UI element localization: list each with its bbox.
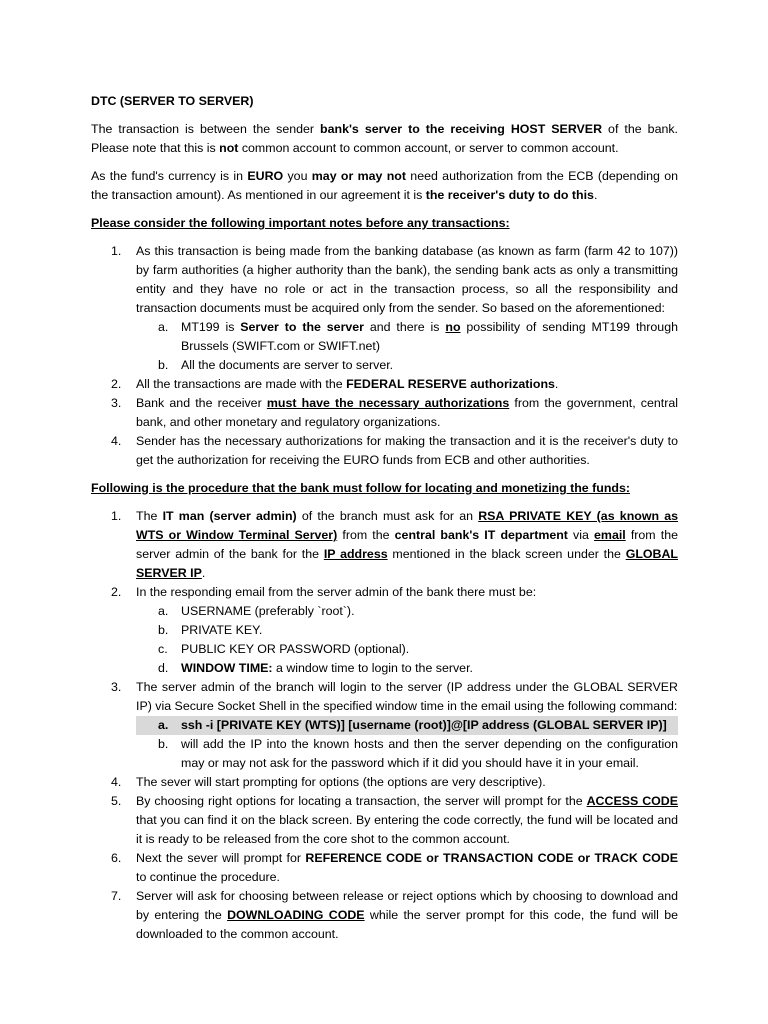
sub-list-item (136, 621, 678, 640)
sub-list-letter: b. (158, 358, 169, 372)
text-run: mentioned in the black screen under the (387, 547, 626, 561)
list-number: 7. (111, 889, 122, 903)
list-item (91, 583, 678, 678)
currency-paragraph (91, 167, 678, 205)
sub-list-item (136, 318, 678, 356)
notes-list (91, 242, 678, 470)
sub-list-item (136, 659, 678, 678)
text-run: MT199 is (181, 320, 241, 334)
text-run-bold: central bank's IT department (394, 528, 568, 542)
text-run: from the server admin of the bank for the (136, 528, 678, 561)
list-item-text: As this transaction is being made from the banking database (as known as farm (farm 42 to 107)) by farm authorities (a higher authority than the bank), the sending bank acts as only a transmitting entity and they have no role or act in the transaction process, so all the responsibility and transaction documents must be acquired only from the sender. So based on the aforementioned: (136, 244, 678, 315)
text-run-bold-underline: ACCESS CODE (586, 794, 678, 808)
list-item (91, 375, 678, 394)
list-item (91, 242, 678, 375)
text-run-bold: FEDERAL RESERVE authorizations (346, 377, 555, 391)
text-run: of the branch must ask for an (296, 509, 479, 523)
list-item (91, 394, 678, 432)
list-number: 5. (111, 794, 122, 808)
list-item (91, 849, 678, 887)
text-run-underline: email (594, 528, 626, 542)
list-number: 4. (111, 434, 122, 448)
sub-list-text: PUBLIC KEY OR PASSWORD (optional). (181, 642, 410, 656)
procedure-list (91, 507, 678, 944)
text-run: possibility of sending MT199 through Brussels (SWIFT.com or SWIFT.net) (181, 320, 678, 353)
list-item (91, 887, 678, 944)
list-item (91, 792, 678, 849)
text-run: a window time to login to the server. (272, 661, 473, 675)
text-run-bold-underline: GLOBAL SERVER IP (136, 547, 678, 580)
sub-list (136, 318, 678, 375)
text-run: As the fund's currency is in (91, 169, 248, 183)
text-run: Next the sever will prompt for (136, 851, 306, 865)
text-run: need authorization from the ECB (depending on the transaction amount). As mentioned in our agreement it is (91, 169, 678, 202)
sub-list-letter: c. (158, 642, 168, 656)
document-page (91, 92, 678, 944)
text-run-bold: Server to the server (240, 320, 364, 334)
text-run: The (136, 509, 163, 523)
text-run: . (554, 377, 559, 391)
text-run: Server will ask for choosing between release or reject options which by choosing to download and by entering the (136, 889, 678, 922)
text-run: of the bank. Please note that this is (91, 122, 678, 155)
sub-list-letter: a. (158, 604, 169, 618)
text-run-underline: must have the necessary authorizations (266, 396, 510, 410)
ssh-command-item (136, 716, 678, 735)
text-run: . (593, 188, 598, 202)
text-run-bold-underline: DOWNLOADING CODE (227, 908, 365, 922)
text-run: from the (337, 528, 395, 542)
sub-list-item (136, 356, 678, 375)
list-number: 2. (111, 585, 122, 599)
list-item-text: The sever will start prompting for options (the options are very descriptive). (136, 775, 546, 789)
list-item-text: The server admin of the branch will login to the server (IP address under the GLOBAL SERVER IP) via Secure Socket Shell in the specified window time in the email using the following command: (136, 680, 678, 713)
list-number: 1. (111, 509, 122, 523)
list-number: 1. (111, 244, 122, 258)
text-run-bold: not (219, 141, 239, 155)
text-run-bold: may or may not (311, 169, 406, 183)
sub-list-letter: a. (158, 320, 169, 334)
text-run-bold: the receiver's duty to do this (425, 188, 594, 202)
sub-list (136, 716, 678, 773)
sub-list-item (136, 640, 678, 659)
text-run: common account to common account, or server to common account. (238, 141, 619, 155)
list-number: 3. (111, 396, 122, 410)
list-item (91, 432, 678, 470)
sub-list-text: USERNAME (preferably `root`). (181, 604, 355, 618)
text-run-bold: bank's server to the receiving HOST SERVER (320, 122, 603, 136)
sub-list (136, 602, 678, 678)
sub-list-letter: b. (158, 737, 169, 751)
list-item (91, 507, 678, 583)
text-run-underline: IP address (323, 547, 388, 561)
sub-list-text: All the documents are server to server. (181, 358, 394, 372)
intro-paragraph (91, 120, 678, 158)
section-heading-procedure: Following is the procedure that the bank must follow for locating and monetizing the funds: (91, 481, 630, 495)
text-run: The transaction is between the sender (91, 122, 321, 136)
text-run-bold: REFERENCE CODE or TRANSACTION CODE or TRACK CODE (305, 851, 678, 865)
text-run: you (283, 169, 312, 183)
document-title: DTC (SERVER TO SERVER) (91, 94, 254, 108)
section-heading-notes: Please consider the following important notes before any transactions: (91, 216, 510, 230)
ssh-command-text: ssh -i [PRIVATE KEY (WTS)] [username (root)]@[IP address (GLOBAL SERVER IP)] (181, 718, 667, 732)
text-run: . (201, 566, 206, 580)
sub-list-item (136, 602, 678, 621)
sub-list-item (136, 735, 678, 773)
sub-list-text: PRIVATE KEY. (181, 623, 263, 637)
list-number: 2. (111, 377, 122, 391)
sub-list-text: will add the IP into the known hosts and then the server depending on the configuration may or may not ask for the password which if it did you should have it in your email. (181, 737, 678, 770)
text-run: All the transactions are made with the (136, 377, 347, 391)
text-run: Bank and the receiver (136, 396, 267, 410)
text-run: via (567, 528, 595, 542)
text-run: to continue the procedure. (136, 870, 280, 884)
text-run: that you can find it on the black screen. By entering the code correctly, the fund will be located and it is ready to be released from the core shot to the common account. (136, 813, 678, 846)
list-number: 6. (111, 851, 122, 865)
text-run-bold: IT man (server admin) (162, 509, 297, 523)
sub-list-letter: b. (158, 623, 169, 637)
text-run-bold: WINDOW TIME: (181, 661, 273, 675)
list-item (91, 773, 678, 792)
text-run-bold: EURO (247, 169, 284, 183)
list-item (91, 678, 678, 773)
list-number: 3. (111, 680, 122, 694)
text-run: By choosing right options for locating a transaction, the server will prompt for the (136, 794, 587, 808)
text-run-underline: no (445, 320, 461, 334)
list-number: 4. (111, 775, 122, 789)
text-run-bold-underline: RSA PRIVATE KEY (as known as WTS or Window Terminal Server) (136, 509, 679, 542)
text-run: and there is (364, 320, 446, 334)
text-run: from the government, central bank, and other monetary and regulatory organizations. (136, 396, 678, 429)
sub-list-letter: a. (158, 718, 169, 732)
list-item-text: In the responding email from the server admin of the bank there must be: (136, 585, 537, 599)
list-item-text: Sender has the necessary authorizations for making the transaction and it is the receiver's duty to get the authorization for receiving the EURO funds from ECB and other authorities. (136, 434, 678, 467)
text-run: while the server prompt for this code, the fund will be downloaded to the common account. (136, 908, 679, 941)
sub-list-letter: d. (158, 661, 169, 675)
